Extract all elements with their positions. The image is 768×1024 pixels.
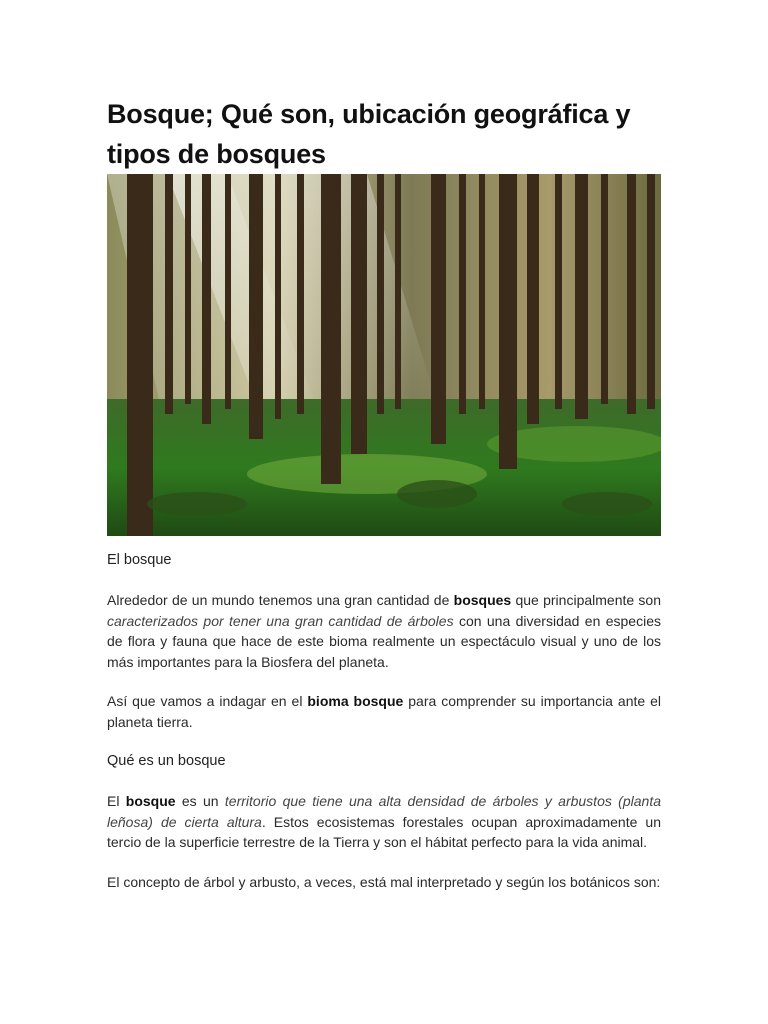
page-title: Bosque; Qué son, ubicación geográfica y tipos de bosques [107, 99, 631, 169]
paragraph-3: El bosque es un territorio que tiene una alta densidad de árboles y arbustos (planta leñosa) de cierta altura. Estos ecosistemas forestales ocupan aproximadamente un tercio de la superficie terrestre de la Tierra y son el hábitat perfecto para la vida animal. [107, 793, 661, 850]
forest-photo [107, 174, 661, 536]
bold-term: bosque [125, 793, 176, 809]
paragraph-1: Alrededor de un mundo tenemos una gran cantidad de bosques que principalmente son caracterizados por tener una gran cantidad de árboles con una diversidad en especies de flora y fauna que hace de este bioma realmente un espectáculo visual y uno de los más importantes para la Biosfera del planeta. [107, 592, 661, 670]
bold-term: bioma bosque [307, 693, 404, 709]
paragraph-2: Así que vamos a indagar en el bioma bosque para comprender su importancia ante el planeta tierra. [107, 693, 661, 730]
italic-phrase: caracterizados por tener una gran cantidad de árboles [107, 612, 454, 629]
section-heading-que-es: Qué es un bosque [107, 753, 226, 769]
paragraph-4: El concepto de árbol y arbusto, a veces, está mal interpretado y según los botánicos son: [107, 873, 661, 890]
bold-term: bosques [453, 592, 512, 608]
document-page [107, 94, 661, 892]
section-heading-el-bosque: El bosque [107, 552, 172, 568]
italic-phrase: territorio que tiene una alta densidad de árboles y arbustos (planta leñosa) de cierta altura [107, 793, 661, 830]
